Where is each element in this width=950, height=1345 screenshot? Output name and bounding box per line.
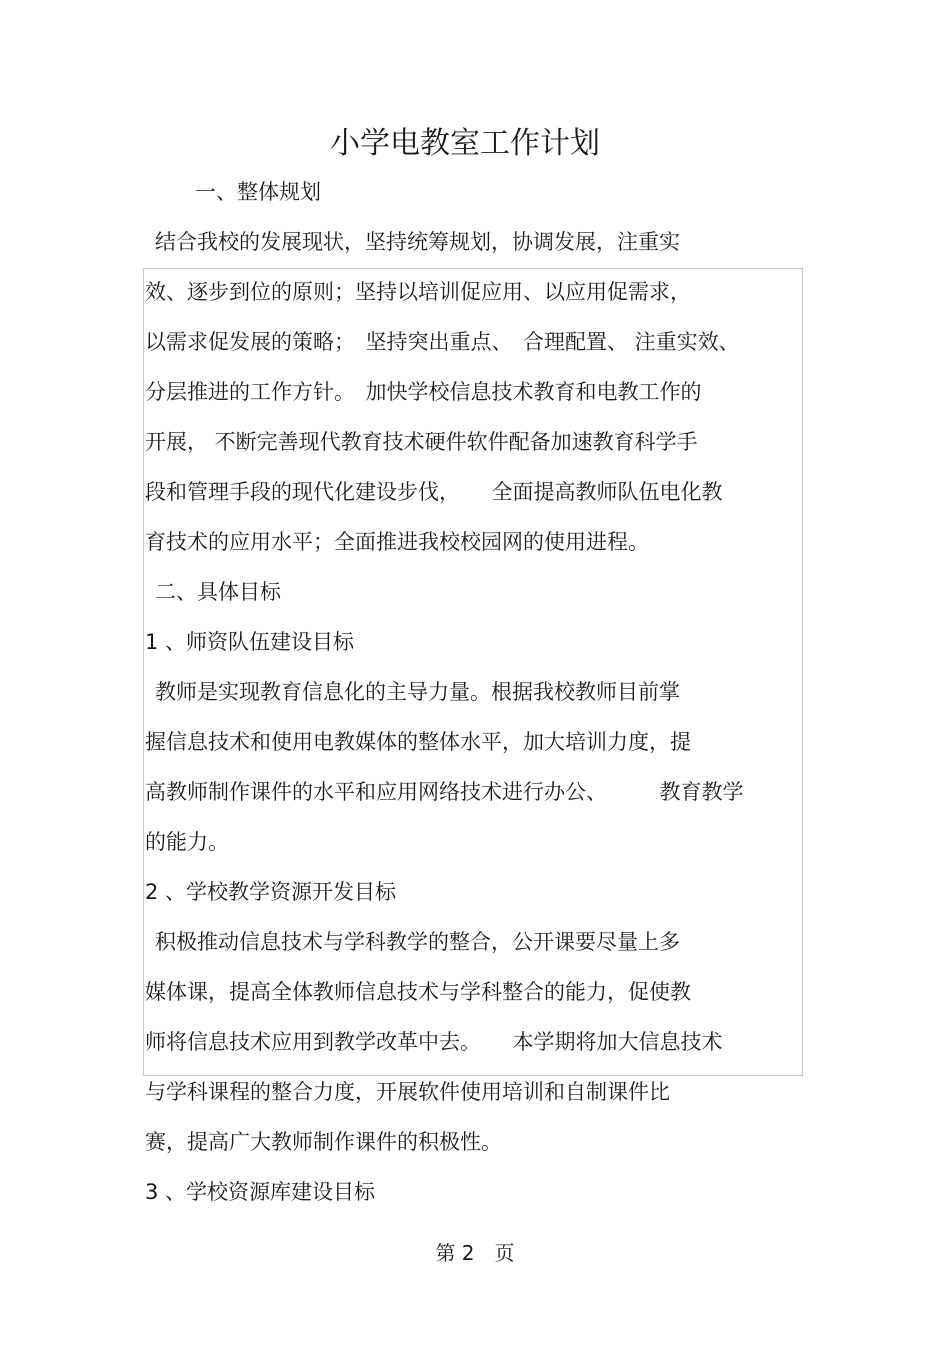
section-heading-specific-goals: 二、具体目标	[155, 580, 281, 604]
paragraph-line: 积极推动信息技术与学科教学的整合，公开课要尽量上多	[155, 930, 680, 954]
subsection-heading-teacher-team: 1 、师资队伍建设目标	[145, 630, 355, 654]
paragraph-line: 段和管理手段的现代化建设步伐， 全面提高教师队伍电化教	[145, 480, 723, 504]
paragraph-line: 师将信息技术应用到教学改革中去。 本学期将加大信息技术	[145, 1030, 723, 1054]
paragraph-line: 育技术的应用水平；全面推进我校校园网的使用进程。	[145, 530, 649, 554]
document-title: 小学电教室工作计划	[330, 126, 600, 161]
paragraph-line: 媒体课，提高全体教师信息技术与学科整合的能力，促使教	[145, 980, 691, 1004]
paragraph-line: 握信息技术和使用电教媒体的整体水平，加大培训力度，提	[145, 730, 691, 754]
subsection-heading-resource-library: 3 、学校资源库建设目标	[145, 1180, 376, 1204]
paragraph-line: 以需求促发展的策略； 坚持突出重点、 合理配置、 注重实效、	[145, 330, 740, 354]
paragraph-line: 结合我校的发展现状，坚持统筹规划，协调发展，注重实	[155, 230, 680, 254]
paragraph-line: 分层推进的工作方针。 加快学校信息技术教育和电教工作的	[145, 380, 702, 404]
paragraph-line: 高教师制作课件的水平和应用网络技术进行办公、 教育教学	[145, 780, 744, 804]
paragraph-line: 与学科课程的整合力度，开展软件使用培训和自制课件比	[145, 1080, 670, 1104]
paragraph-line: 赛，提高广大教师制作课件的积极性。	[145, 1130, 502, 1154]
paragraph-line: 教师是实现教育信息化的主导力量。根据我校教师目前掌	[155, 680, 680, 704]
subsection-heading-teaching-resources: 2 、学校教学资源开发目标	[145, 880, 397, 904]
section-heading-overall-plan: 一、整体规划	[195, 180, 321, 204]
paragraph-line: 效、逐步到位的原则；坚持以培训促应用、以应用促需求，	[145, 280, 691, 304]
paragraph-line: 开展， 不断完善现代教育技术硬件软件配备加速教育科学手	[145, 430, 698, 454]
page-number: 第 2 页	[435, 1241, 515, 1265]
paragraph-line: 的能力。	[145, 830, 229, 854]
